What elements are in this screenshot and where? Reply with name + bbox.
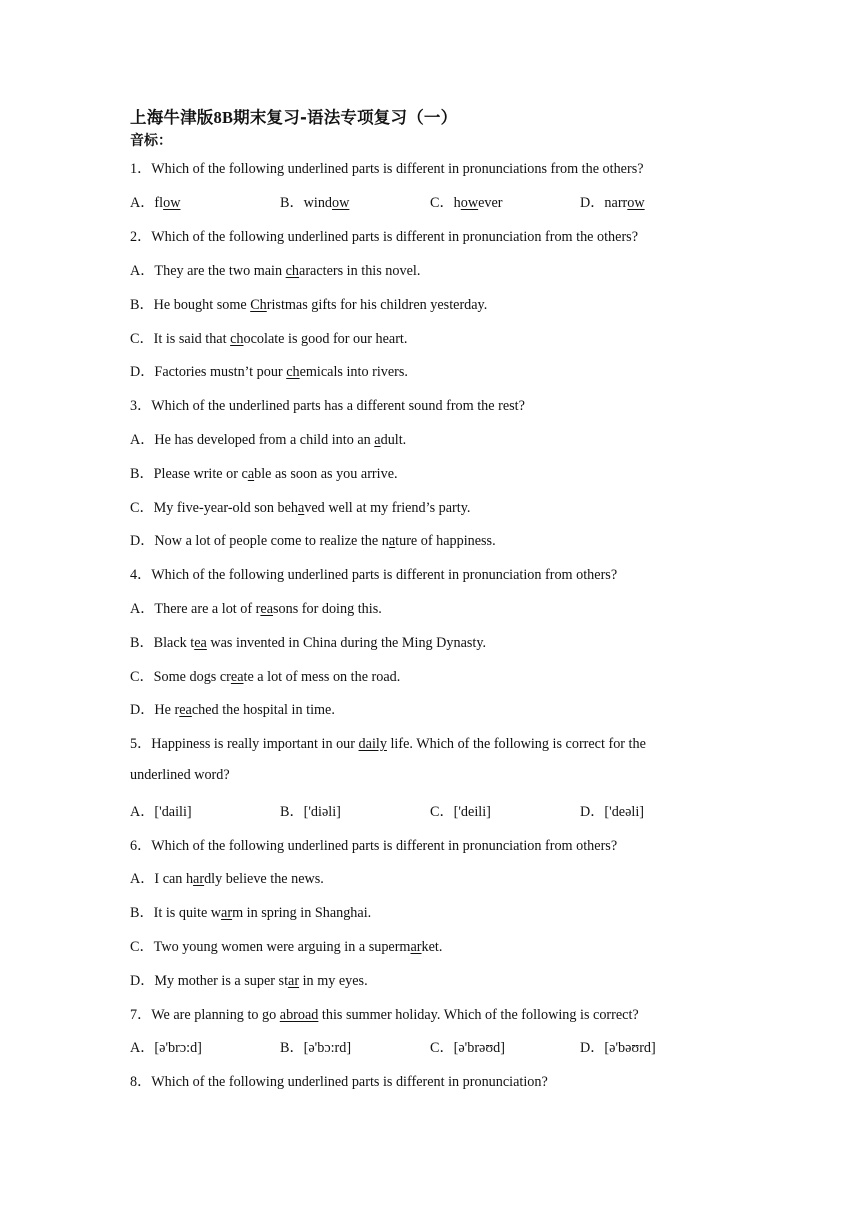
question-2-option-c: C．It is said that chocolate is good for our heart. (130, 331, 408, 347)
option-c: C．['deili] (430, 804, 491, 820)
question-4-stem: 4．Which of the following underlined parts is different in pronunciation from others? (130, 567, 618, 583)
question-2-option-b: B．He bought some Christmas gifts for his children yesterday. (130, 297, 488, 313)
option-d: D．[ə'bəʊrd] (580, 1040, 656, 1056)
question-8-stem: 8．Which of the following underlined parts is different in pronunciation? (130, 1074, 548, 1090)
question-2-stem: 2．Which of the following underlined parts is different in pronunciation from the others? (130, 229, 638, 245)
option-c: C．[ə'brəʊd] (430, 1040, 505, 1056)
option-d: D．['deəli] (580, 804, 645, 820)
question-6-option-d: D．My mother is a super star in my eyes. (130, 973, 368, 989)
option-c: C．however (430, 195, 503, 211)
question-4-option-c: C．Some dogs create a lot of mess on the road. (130, 669, 401, 685)
option-a: A．[ə'brɔ:d] (130, 1040, 202, 1056)
question-5-stem: 5．Happiness is really important in our daily life. Which of the following is correct for the (130, 736, 646, 752)
question-3-option-c: C．My five-year-old son behaved well at my friend’s party. (130, 500, 471, 516)
question-4-option-b: B．Black tea was invented in China during the Ming Dynasty. (130, 635, 487, 651)
option-a: A．['daili] (130, 804, 192, 820)
question-3-option-b: B．Please write or cable as soon as you arrive. (130, 466, 398, 482)
question-2-option-a: A．They are the two main characters in this novel. (130, 263, 421, 279)
question-6-option-a: A．I can hardly believe the news. (130, 871, 324, 887)
question-6-option-b: B．It is quite warm in spring in Shanghai. (130, 905, 372, 921)
option-b: B．[ə'bɔ:rd] (280, 1040, 352, 1056)
option-d: D．narrow (580, 195, 645, 211)
question-3-option-a: A．He has developed from a child into an adult. (130, 432, 407, 448)
question-6-option-c: C．Two young women were arguing in a supermarket. (130, 939, 443, 955)
question-6-stem: 6．Which of the following underlined parts is different in pronunciation from others? (130, 838, 618, 854)
option-a: A．flow (130, 195, 181, 211)
question-7-stem: 7．We are planning to go abroad this summer holiday. Which of the following is correct? (130, 1007, 639, 1023)
question-2-option-d: D．Factories mustn’t pour chemicals into rivers. (130, 364, 408, 380)
question-4-option-a: A．There are a lot of reasons for doing this. (130, 601, 382, 617)
question-3-stem: 3．Which of the underlined parts has a different sound from the rest? (130, 398, 525, 414)
question-5-stem-line2: underlined word? (130, 767, 230, 783)
page-title: 上海牛津版8B期末复习-语法专项复习（一） (130, 108, 458, 127)
question-3-option-d: D．Now a lot of people come to realize the nature of happiness. (130, 533, 496, 549)
question-1-stem: 1．Which of the following underlined parts is different in pronunciations from the others? (130, 161, 644, 177)
option-b: B．['diəli] (280, 804, 341, 820)
section-heading: 音标： (130, 133, 172, 149)
question-4-option-d: D．He reached the hospital in time. (130, 702, 335, 718)
option-b: B．window (280, 195, 350, 211)
